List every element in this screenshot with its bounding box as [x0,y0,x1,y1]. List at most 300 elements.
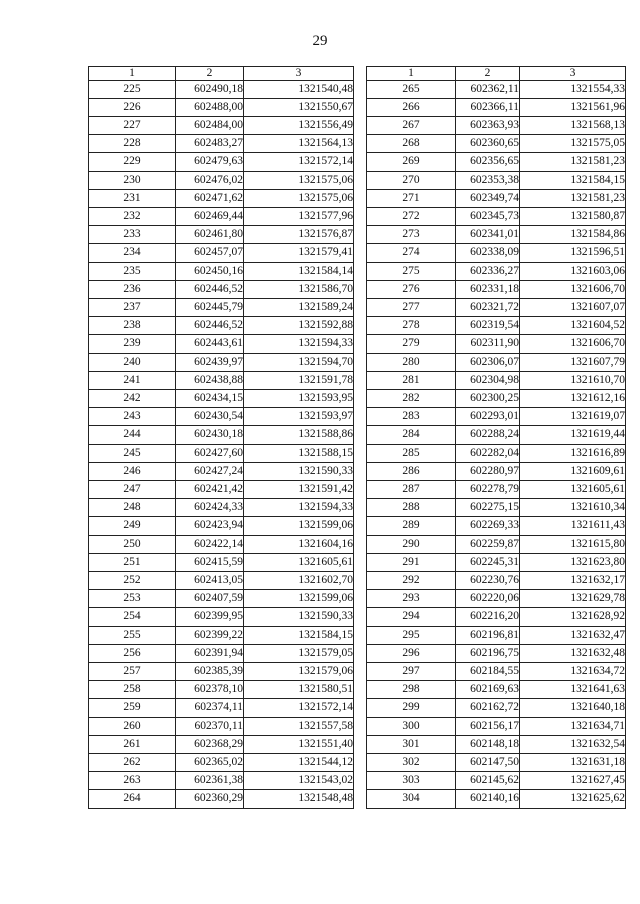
table-row [89,499,354,517]
x-coordinate-cell: 602230,76 [456,571,520,589]
table-row [89,262,354,280]
point-number-cell: 286 [367,462,456,480]
point-number-cell: 304 [367,790,456,808]
y-coordinate-cell: 1321588,15 [244,444,354,462]
point-number-cell: 276 [367,280,456,298]
y-coordinate-cell: 1321576,87 [244,226,354,244]
x-coordinate-cell: 602427,24 [176,462,244,480]
point-number-cell: 299 [367,699,456,717]
y-coordinate-cell: 1321564,13 [244,135,354,153]
table-row [367,408,626,426]
y-coordinate-cell: 1321594,33 [244,499,354,517]
x-coordinate-cell: 602196,75 [456,644,520,662]
point-number-cell: 298 [367,681,456,699]
y-coordinate-cell: 1321591,78 [244,371,354,389]
point-number-cell: 251 [89,553,176,571]
y-coordinate-cell: 1321634,72 [520,663,626,681]
table-row [367,717,626,735]
table-row [367,462,626,480]
x-coordinate-cell: 602445,79 [176,298,244,316]
table-row [89,571,354,589]
y-coordinate-cell: 1321584,86 [520,226,626,244]
table-row [89,717,354,735]
table-row [367,207,626,225]
x-coordinate-cell: 602145,62 [456,772,520,790]
point-number-cell: 272 [367,207,456,225]
x-coordinate-cell: 602484,00 [176,116,244,134]
table-row [367,189,626,207]
y-coordinate-cell: 1321588,86 [244,426,354,444]
table-row [367,371,626,389]
y-coordinate-cell: 1321610,70 [520,371,626,389]
point-number-cell: 262 [89,754,176,772]
y-coordinate-cell: 1321591,42 [244,480,354,498]
table-row [89,244,354,262]
x-coordinate-cell: 602450,16 [176,262,244,280]
table-row [367,553,626,571]
y-coordinate-cell: 1321572,14 [244,699,354,717]
point-number-cell: 288 [367,499,456,517]
x-coordinate-cell: 602399,95 [176,608,244,626]
point-number-cell: 237 [89,298,176,316]
x-coordinate-cell: 602407,59 [176,590,244,608]
point-number-cell: 281 [367,371,456,389]
point-number-cell: 247 [89,480,176,498]
table-row [367,790,626,808]
y-coordinate-cell: 1321581,23 [520,153,626,171]
x-coordinate-cell: 602288,24 [456,426,520,444]
y-coordinate-cell: 1321561,96 [520,98,626,116]
y-coordinate-cell: 1321606,70 [520,280,626,298]
x-coordinate-cell: 602140,16 [456,790,520,808]
y-coordinate-cell: 1321577,96 [244,207,354,225]
point-number-cell: 239 [89,335,176,353]
table-row [367,754,626,772]
table-row [367,608,626,626]
x-coordinate-cell: 602331,18 [456,280,520,298]
y-coordinate-cell: 1321592,88 [244,317,354,335]
coordinates-table-left [88,66,354,809]
table-row [89,699,354,717]
x-coordinate-cell: 602300,25 [456,389,520,407]
x-coordinate-cell: 602345,73 [456,207,520,225]
x-coordinate-cell: 602490,18 [176,80,244,98]
table-row [89,153,354,171]
point-number-cell: 234 [89,244,176,262]
x-coordinate-cell: 602169,63 [456,681,520,699]
table-row [89,98,354,116]
y-coordinate-cell: 1321584,15 [244,626,354,644]
x-coordinate-cell: 602162,72 [456,699,520,717]
y-coordinate-cell: 1321540,48 [244,80,354,98]
point-number-cell: 303 [367,772,456,790]
table-row [89,171,354,189]
x-coordinate-cell: 602434,15 [176,389,244,407]
point-number-cell: 243 [89,408,176,426]
table-header-row [89,67,354,81]
table-row [367,735,626,753]
point-number-cell: 282 [367,389,456,407]
point-number-cell: 270 [367,171,456,189]
point-number-cell: 273 [367,226,456,244]
table-row [89,389,354,407]
table-row [89,480,354,498]
y-coordinate-cell: 1321603,06 [520,262,626,280]
x-coordinate-cell: 602363,93 [456,116,520,134]
y-coordinate-cell: 1321575,06 [244,171,354,189]
point-number-cell: 267 [367,116,456,134]
point-number-cell: 292 [367,571,456,589]
y-coordinate-cell: 1321580,51 [244,681,354,699]
point-number-cell: 301 [367,735,456,753]
y-coordinate-cell: 1321640,18 [520,699,626,717]
point-number-cell: 244 [89,426,176,444]
table-row [367,298,626,316]
x-coordinate-cell: 602461,80 [176,226,244,244]
column-header-y: 3 [244,67,354,81]
x-coordinate-cell: 602311,90 [456,335,520,353]
table-row [89,754,354,772]
y-coordinate-cell: 1321596,51 [520,244,626,262]
y-coordinate-cell: 1321568,13 [520,116,626,134]
x-coordinate-cell: 602280,97 [456,462,520,480]
x-coordinate-cell: 602319,54 [456,317,520,335]
x-coordinate-cell: 602356,65 [456,153,520,171]
point-number-cell: 231 [89,189,176,207]
x-coordinate-cell: 602424,33 [176,499,244,517]
table-row [367,590,626,608]
y-coordinate-cell: 1321615,80 [520,535,626,553]
point-number-cell: 300 [367,717,456,735]
point-number-cell: 290 [367,535,456,553]
table-row [89,462,354,480]
y-coordinate-cell: 1321580,87 [520,207,626,225]
column-header-y: 3 [520,67,626,81]
table-row [367,663,626,681]
y-coordinate-cell: 1321590,33 [244,462,354,480]
x-coordinate-cell: 602245,31 [456,553,520,571]
point-number-cell: 258 [89,681,176,699]
table-body [89,80,354,808]
y-coordinate-cell: 1321575,06 [244,189,354,207]
point-number-cell: 283 [367,408,456,426]
y-coordinate-cell: 1321604,16 [244,535,354,553]
y-coordinate-cell: 1321599,06 [244,590,354,608]
point-number-cell: 256 [89,644,176,662]
x-coordinate-cell: 602422,14 [176,535,244,553]
y-coordinate-cell: 1321581,23 [520,189,626,207]
table-row [89,790,354,808]
point-number-cell: 289 [367,517,456,535]
y-coordinate-cell: 1321628,92 [520,608,626,626]
y-coordinate-cell: 1321544,12 [244,754,354,772]
y-coordinate-cell: 1321599,06 [244,517,354,535]
x-coordinate-cell: 602457,07 [176,244,244,262]
point-number-cell: 250 [89,535,176,553]
y-coordinate-cell: 1321632,48 [520,644,626,662]
x-coordinate-cell: 602341,01 [456,226,520,244]
point-number-cell: 269 [367,153,456,171]
table-row [367,98,626,116]
table-row [367,571,626,589]
y-coordinate-cell: 1321554,33 [520,80,626,98]
x-coordinate-cell: 602360,65 [456,135,520,153]
table-row [89,772,354,790]
table-row [367,535,626,553]
point-number-cell: 274 [367,244,456,262]
x-coordinate-cell: 602399,22 [176,626,244,644]
table-row [367,353,626,371]
table-row [89,335,354,353]
y-coordinate-cell: 1321634,71 [520,717,626,735]
point-number-cell: 232 [89,207,176,225]
y-coordinate-cell: 1321594,33 [244,335,354,353]
y-coordinate-cell: 1321609,61 [520,462,626,480]
table-row [89,80,354,98]
point-number-cell: 245 [89,444,176,462]
point-number-cell: 261 [89,735,176,753]
point-number-cell: 255 [89,626,176,644]
point-number-cell: 263 [89,772,176,790]
table-row [89,735,354,753]
table-row [367,644,626,662]
y-coordinate-cell: 1321641,63 [520,681,626,699]
point-number-cell: 284 [367,426,456,444]
point-number-cell: 257 [89,663,176,681]
table-row [367,426,626,444]
column-header-number: 1 [89,67,176,81]
table-row [89,207,354,225]
point-number-cell: 265 [367,80,456,98]
y-coordinate-cell: 1321625,62 [520,790,626,808]
table-row [89,608,354,626]
y-coordinate-cell: 1321579,06 [244,663,354,681]
y-coordinate-cell: 1321619,07 [520,408,626,426]
point-number-cell: 285 [367,444,456,462]
table-row [367,244,626,262]
table-row [367,699,626,717]
y-coordinate-cell: 1321632,54 [520,735,626,753]
table-row [89,681,354,699]
table-row [89,663,354,681]
table-row [89,135,354,153]
y-coordinate-cell: 1321594,70 [244,353,354,371]
x-coordinate-cell: 602338,09 [456,244,520,262]
y-coordinate-cell: 1321589,24 [244,298,354,316]
point-number-cell: 225 [89,80,176,98]
point-number-cell: 294 [367,608,456,626]
point-number-cell: 271 [367,189,456,207]
table-row [367,681,626,699]
table-row [89,626,354,644]
y-coordinate-cell: 1321551,40 [244,735,354,753]
page-number: 29 [312,33,328,49]
x-coordinate-cell: 602184,55 [456,663,520,681]
x-coordinate-cell: 602378,10 [176,681,244,699]
x-coordinate-cell: 602275,15 [456,499,520,517]
point-number-cell: 235 [89,262,176,280]
point-number-cell: 266 [367,98,456,116]
point-number-cell: 291 [367,553,456,571]
table-row [367,280,626,298]
x-coordinate-cell: 602430,54 [176,408,244,426]
table-row [89,116,354,134]
table-row [367,80,626,98]
table-row [367,226,626,244]
x-coordinate-cell: 602321,72 [456,298,520,316]
point-number-cell: 275 [367,262,456,280]
table-row [367,335,626,353]
point-number-cell: 242 [89,389,176,407]
y-coordinate-cell: 1321623,80 [520,553,626,571]
point-number-cell: 278 [367,317,456,335]
table-row [367,517,626,535]
x-coordinate-cell: 602479,63 [176,153,244,171]
table-row [367,262,626,280]
y-coordinate-cell: 1321550,67 [244,98,354,116]
table-row [89,280,354,298]
y-coordinate-cell: 1321605,61 [244,553,354,571]
table-row [89,298,354,316]
point-number-cell: 268 [367,135,456,153]
point-number-cell: 280 [367,353,456,371]
table-row [367,135,626,153]
y-coordinate-cell: 1321632,47 [520,626,626,644]
table-row [367,116,626,134]
x-coordinate-cell: 602370,11 [176,717,244,735]
y-coordinate-cell: 1321543,02 [244,772,354,790]
y-coordinate-cell: 1321629,78 [520,590,626,608]
table-row [367,317,626,335]
y-coordinate-cell: 1321579,41 [244,244,354,262]
table-row [367,171,626,189]
x-coordinate-cell: 602220,06 [456,590,520,608]
y-coordinate-cell: 1321607,07 [520,298,626,316]
x-coordinate-cell: 602353,38 [456,171,520,189]
table-row [89,535,354,553]
y-coordinate-cell: 1321605,61 [520,480,626,498]
y-coordinate-cell: 1321610,34 [520,499,626,517]
point-number-cell: 264 [89,790,176,808]
x-coordinate-cell: 602476,02 [176,171,244,189]
column-header-x: 2 [176,67,244,81]
y-coordinate-cell: 1321627,45 [520,772,626,790]
y-coordinate-cell: 1321604,52 [520,317,626,335]
y-coordinate-cell: 1321572,14 [244,153,354,171]
column-header-x: 2 [456,67,520,81]
x-coordinate-cell: 602336,27 [456,262,520,280]
table-row [89,371,354,389]
x-coordinate-cell: 602368,29 [176,735,244,753]
x-coordinate-cell: 602366,11 [456,98,520,116]
x-coordinate-cell: 602259,87 [456,535,520,553]
table-body [367,80,626,808]
y-coordinate-cell: 1321606,70 [520,335,626,353]
y-coordinate-cell: 1321607,79 [520,353,626,371]
x-coordinate-cell: 602415,59 [176,553,244,571]
x-coordinate-cell: 602443,61 [176,335,244,353]
x-coordinate-cell: 602488,00 [176,98,244,116]
x-coordinate-cell: 602360,29 [176,790,244,808]
table-row [89,590,354,608]
x-coordinate-cell: 602438,88 [176,371,244,389]
x-coordinate-cell: 602385,39 [176,663,244,681]
point-number-cell: 233 [89,226,176,244]
y-coordinate-cell: 1321556,49 [244,116,354,134]
x-coordinate-cell: 602304,98 [456,371,520,389]
x-coordinate-cell: 602216,20 [456,608,520,626]
x-coordinate-cell: 602446,52 [176,280,244,298]
table-row [367,389,626,407]
y-coordinate-cell: 1321612,16 [520,389,626,407]
table-row [367,153,626,171]
point-number-cell: 302 [367,754,456,772]
x-coordinate-cell: 602269,33 [456,517,520,535]
x-coordinate-cell: 602156,17 [456,717,520,735]
table-row [89,553,354,571]
x-coordinate-cell: 602278,79 [456,480,520,498]
table-row [367,499,626,517]
y-coordinate-cell: 1321602,70 [244,571,354,589]
y-coordinate-cell: 1321593,97 [244,408,354,426]
point-number-cell: 236 [89,280,176,298]
table-row [89,408,354,426]
y-coordinate-cell: 1321632,17 [520,571,626,589]
x-coordinate-cell: 602439,97 [176,353,244,371]
point-number-cell: 287 [367,480,456,498]
point-number-cell: 259 [89,699,176,717]
table-row [89,353,354,371]
y-coordinate-cell: 1321584,15 [520,171,626,189]
x-coordinate-cell: 602413,05 [176,571,244,589]
point-number-cell: 249 [89,517,176,535]
point-number-cell: 252 [89,571,176,589]
y-coordinate-cell: 1321631,18 [520,754,626,772]
x-coordinate-cell: 602421,42 [176,480,244,498]
x-coordinate-cell: 602147,50 [456,754,520,772]
x-coordinate-cell: 602148,18 [456,735,520,753]
point-number-cell: 253 [89,590,176,608]
table-row [89,644,354,662]
point-number-cell: 296 [367,644,456,662]
x-coordinate-cell: 602293,01 [456,408,520,426]
table-header-row [367,67,626,81]
point-number-cell: 227 [89,116,176,134]
coordinates-table-right [366,66,626,809]
y-coordinate-cell: 1321590,33 [244,608,354,626]
x-coordinate-cell: 602365,02 [176,754,244,772]
x-coordinate-cell: 602423,94 [176,517,244,535]
point-number-cell: 295 [367,626,456,644]
x-coordinate-cell: 602471,62 [176,189,244,207]
x-coordinate-cell: 602361,38 [176,772,244,790]
point-number-cell: 279 [367,335,456,353]
point-number-cell: 226 [89,98,176,116]
table-row [89,189,354,207]
point-number-cell: 297 [367,663,456,681]
x-coordinate-cell: 602483,27 [176,135,244,153]
x-coordinate-cell: 602374,11 [176,699,244,717]
point-number-cell: 228 [89,135,176,153]
y-coordinate-cell: 1321548,48 [244,790,354,808]
table-row [89,517,354,535]
table-row [89,426,354,444]
y-coordinate-cell: 1321593,95 [244,389,354,407]
table-row [367,626,626,644]
table-row [89,444,354,462]
table-row [367,444,626,462]
x-coordinate-cell: 602282,04 [456,444,520,462]
